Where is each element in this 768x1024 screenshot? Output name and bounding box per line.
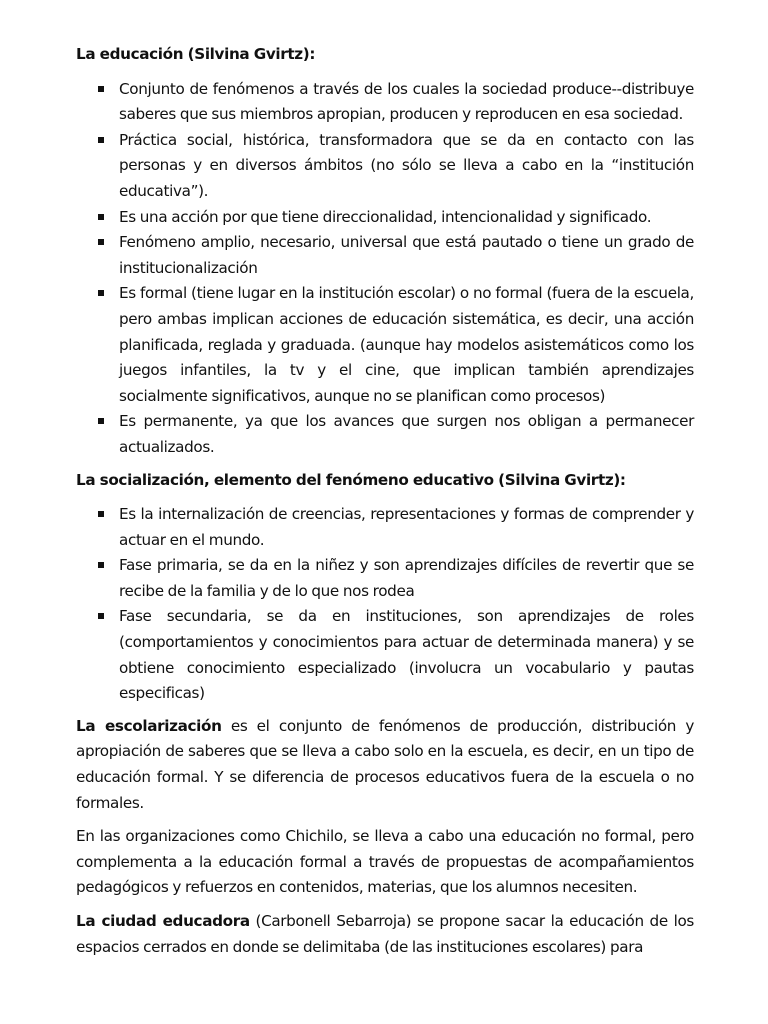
list-item: Es permanente, ya que los avances que surgen nos obligan a permanecer actualizados. [76, 409, 694, 460]
list-item: Fase primaria, se da en la niñez y son aprendizajes difíciles de revertir que se recibe de la familia y de lo que nos rodea [76, 553, 694, 604]
list-item: Práctica social, histórica, transformadora que se da en contacto con las personas y en diversos ámbitos (no sólo se lleva a cabo en la “institución educativa”). [76, 128, 694, 205]
list-item: Es una acción por que tiene direccionalidad, intencionalidad y significado. [76, 205, 694, 231]
educacion-list [76, 77, 694, 461]
paragraph-text: es el conjunto de fenómenos de producción, distribución y apropiación de saberes que se lleva a cabo solo en la escuela, es decir, en un tipo de educación formal. Y se diferencia de procesos educativos fuera de la escuela o no formales. [76, 716, 694, 812]
socializacion-list [76, 502, 694, 707]
list-item: Fenómeno amplio, necesario, universal que está pautado o tiene un grado de institucionalización [76, 230, 694, 281]
paragraph-escolarizacion [76, 714, 694, 816]
list-item: Fase secundaria, se da en instituciones, son aprendizajes de roles (comportamientos y conocimientos para actuar de determinada manera) y se obtiene conocimiento especializado (involucra un vocabulario y pautas especificas) [76, 604, 694, 706]
paragraph-organizaciones: En las organizaciones como Chichilo, se lleva a cabo una educación no formal, pero complementa a la educación formal a través de propuestas de acompañamientos pedagógicos y refuerzos en contenidos, materias, que los alumnos necesiten. [76, 827, 694, 897]
list-item: Es formal (tiene lugar en la institución escolar) o no formal (fuera de la escuela, pero ambas implican acciones de educación sistemática, es decir, una acción planificada, reglada y graduada. (aunque hay modelos asistemáticos como los juegos infantiles, la tv y el cine, que implican también aprendizajes socialmente significativos, aunque no se planifican como procesos) [76, 281, 694, 409]
term-ciudad-educadora: La ciudad educadora [76, 912, 250, 930]
term-escolarizacion: La escolarización [76, 716, 222, 735]
paragraph-ciudad-educadora [76, 909, 694, 960]
section-heading-educacion: La educación (Silvina Gvirtz): [76, 45, 316, 63]
list-item: Conjunto de fenómenos a través de los cuales la sociedad produce--distribuye saberes que sus miembros apropian, producen y reproducen en esa sociedad. [76, 77, 694, 128]
section-heading-socializacion: La socialización, elemento del fenómeno educativo (Silvina Gvirtz): [76, 470, 626, 489]
paragraph-text: (Carbonell Sebarroja) se propone sacar la educación de los espacios cerrados en donde se delimitaba (de las instituciones escolares) para [76, 912, 694, 956]
list-item: Es la internalización de creencias, representaciones y formas de comprender y actuar en el mundo. [76, 502, 694, 553]
